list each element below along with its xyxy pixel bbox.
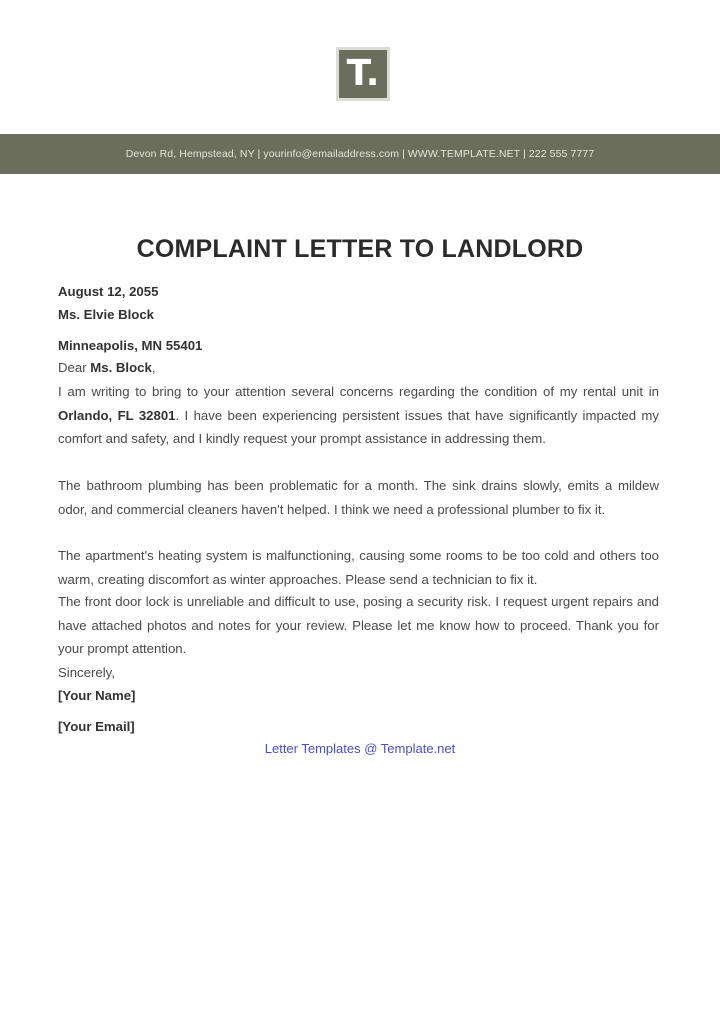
logo-letter: T.: [346, 53, 380, 94]
salutation-prefix: Dear: [58, 360, 91, 375]
closing: Sincerely,: [58, 665, 115, 680]
template-logo: [336, 47, 390, 101]
template-footer-link[interactable]: Letter Templates @ Template.net: [264, 741, 456, 756]
heating-paragraph: The apartment's heating system is malfunctioning, causing some rooms to be too cold and others too warm, creating discomfort as winter approaches. Please send a technician to fix it.: [58, 548, 659, 587]
recipient-address: Minneapolis, MN 55401: [58, 338, 203, 353]
rental-location: Orlando, FL 32801: [58, 407, 176, 423]
salutation-name: Ms. Block: [90, 360, 152, 375]
recipient-name: Ms. Elvie Block: [58, 307, 155, 322]
letter-title: COMPLAINT LETTER TO LANDLORD: [136, 235, 584, 263]
salutation-suffix: ,: [151, 360, 156, 375]
template-logo-icon: [339, 50, 387, 98]
salutation: [58, 356, 659, 380]
letter-date: August 12, 2055: [58, 284, 159, 299]
intro-part2: . I have been experiencing persistent issues that have significantly impacted my comfort and safety, and I kindly request your prompt assistance in addressing them.: [58, 407, 659, 446]
intro-paragraph: [58, 380, 659, 451]
plumbing-paragraph: The bathroom plumbing has been problematic for a month. The sink drains slowly, emits a mildew odor, and commercial cleaners haven't helped. I think we need a professional plumber to fix it.: [58, 478, 659, 517]
signature-name: [Your Name]: [58, 688, 136, 703]
intro-part1: I am writing to bring to your attention several concerns regarding the condition of my rental unit in: [58, 384, 659, 399]
contact-banner: [0, 134, 720, 174]
lock-paragraph: The front door lock is unreliable and difficult to use, posing a security risk. I request urgent repairs and have attached photos and notes for your review. Please let me know how to proceed. Thank you for your prompt attention.: [58, 594, 659, 656]
contact-line: Devon Rd, Hempstead, NY | yourinfo@emailaddress.com | WWW.TEMPLATE.NET | 222 555 7777: [125, 148, 595, 160]
signature-email: [Your Email]: [58, 719, 135, 734]
